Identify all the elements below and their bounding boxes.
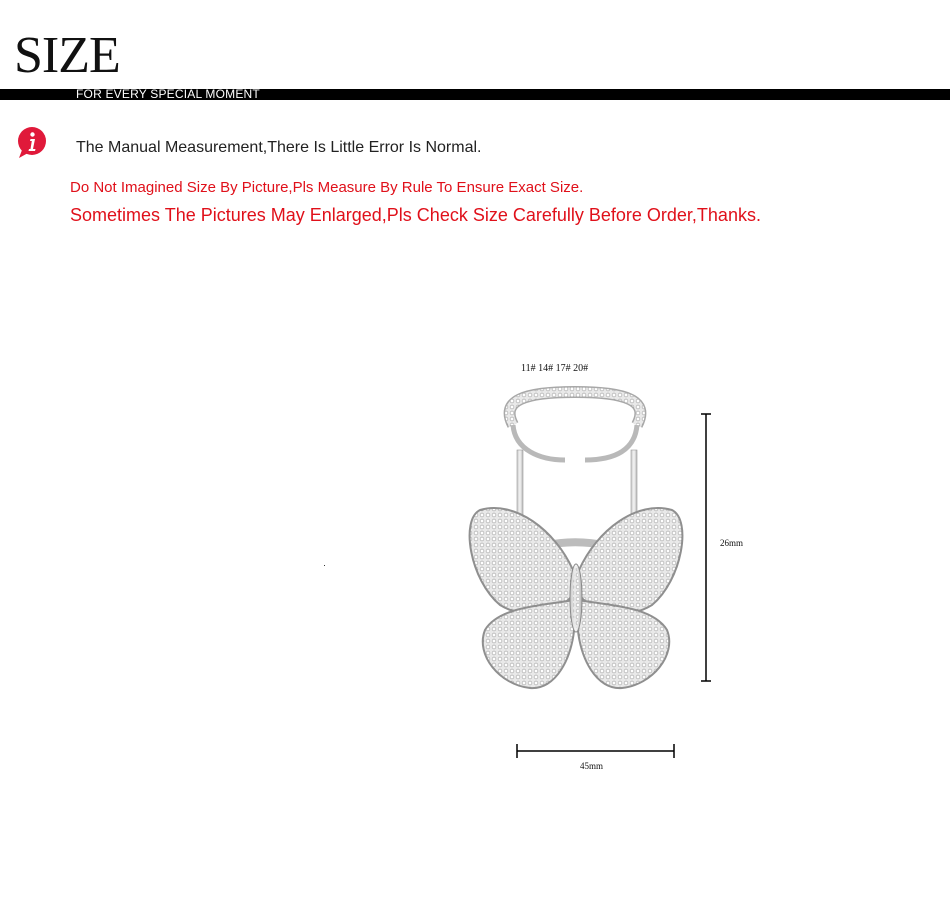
width-dimension-label: 45mm <box>580 761 604 771</box>
height-dimension-label: 26mm <box>720 538 744 548</box>
butterfly-ring-image <box>455 380 695 700</box>
enlarged-warning: Sometimes The Pictures May Enlarged,Pls Check Size Carefully Before Order,Thanks. <box>70 205 761 225</box>
manual-measurement-note: The Manual Measurement,There Is Little Error Is Normal. <box>76 139 482 156</box>
measure-warning: Do Not Imagined Size By Picture,Pls Measure By Rule To Ensure Exact Size. <box>70 179 584 196</box>
tagline: FOR EVERY SPECIAL MOMENT <box>76 87 260 101</box>
info-icon <box>16 126 50 160</box>
ring-sizes-label: 11# 14# 17# 20# <box>521 363 589 374</box>
stray-dot <box>324 565 325 566</box>
size-title: SIZE <box>14 27 120 84</box>
